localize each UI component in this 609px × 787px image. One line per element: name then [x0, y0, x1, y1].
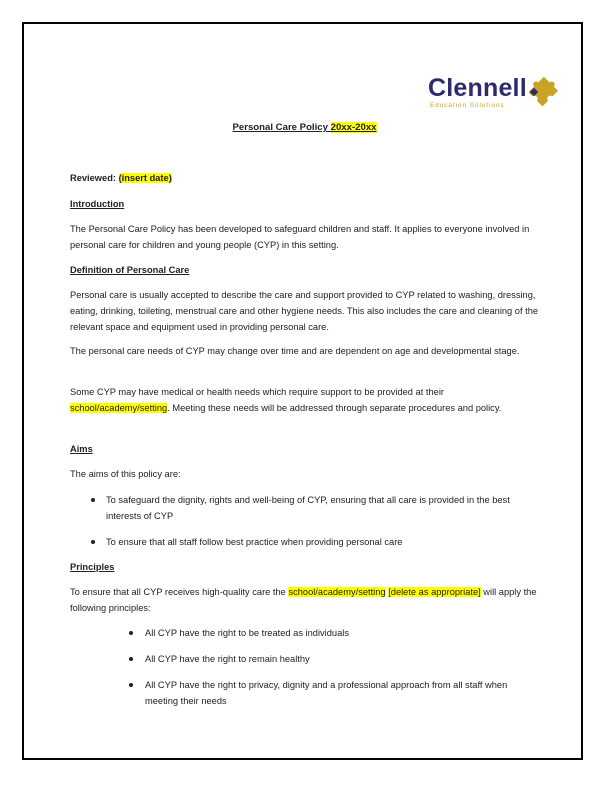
definition-paragraph-1: Personal care is usually accepted to describe the care and support provided to CYP related to washing, dressing, eating, drinking, toileting, menstrual care and other hygiene needs. This also includes the care and cleaning of the relevant space and equipment used in providing personal care. [70, 290, 539, 332]
reviewed-date: (insert date) [118, 173, 172, 183]
logo-name: Clennell [428, 74, 527, 102]
introduction-text: The Personal Care Policy has been developed to safeguard children and staff. It applies to everyone involved in personal care for children and young people (CYP) in this setting. [70, 224, 530, 250]
p3-highlight: school/academy/setting [70, 403, 168, 413]
clennell-logo [428, 73, 568, 113]
principles-text-after: will apply the following principles: [70, 587, 537, 613]
heading-definition: Definition of Personal Care [70, 265, 190, 275]
definition-paragraph-2: The personal care needs of CYP may change over time and are dependent on age and developmental stage. [70, 346, 520, 356]
title-years: 20xx-20xx [330, 122, 377, 133]
bullet-dot [129, 657, 133, 661]
p3-text-after: . Meeting these needs will be addressed through separate procedures and policy. [167, 403, 502, 413]
reviewed-label: Reviewed: [70, 173, 119, 183]
p3-text-before: Some CYP may have medical or health needs which require support to be provided at their [70, 387, 444, 397]
bullet-dot [91, 540, 95, 544]
bullet-dot [129, 683, 133, 687]
principles-text-before: To ensure that all CYP receives high-quality care the [70, 587, 289, 597]
title-text: Personal Care Policy [232, 122, 331, 133]
logo-tagline: Education Solutions [430, 102, 505, 109]
definition-paragraph-3 [70, 384, 545, 416]
principles-item-3: All CYP have the right to privacy, dignity and a professional approach from all staff when meeting their needs [145, 680, 508, 706]
puzzle-icon [529, 75, 563, 111]
heading-aims: Aims [70, 444, 93, 454]
aims-intro: The aims of this policy are: [70, 469, 181, 479]
aims-item-1: To safeguard the dignity, rights and well-being of CYP, ensuring that all care is provided in the best interests of CYP [106, 495, 510, 521]
aims-item-2: To ensure that all staff follow best practice when providing personal care [106, 537, 403, 547]
bullet-dot [129, 631, 133, 635]
principles-item-1: All CYP have the right to be treated as individuals [145, 628, 349, 638]
reviewed-line [70, 170, 545, 186]
heading-introduction: Introduction [70, 199, 125, 209]
principles-intro [70, 584, 545, 616]
principles-item-2: All CYP have the right to remain healthy [145, 654, 310, 664]
heading-principles: Principles [70, 562, 115, 572]
page-title [0, 122, 609, 133]
bullet-dot [91, 498, 95, 502]
principles-highlight-2: [delete as appropriate] [388, 587, 481, 597]
principles-highlight-1: school/academy/setting [288, 587, 386, 597]
